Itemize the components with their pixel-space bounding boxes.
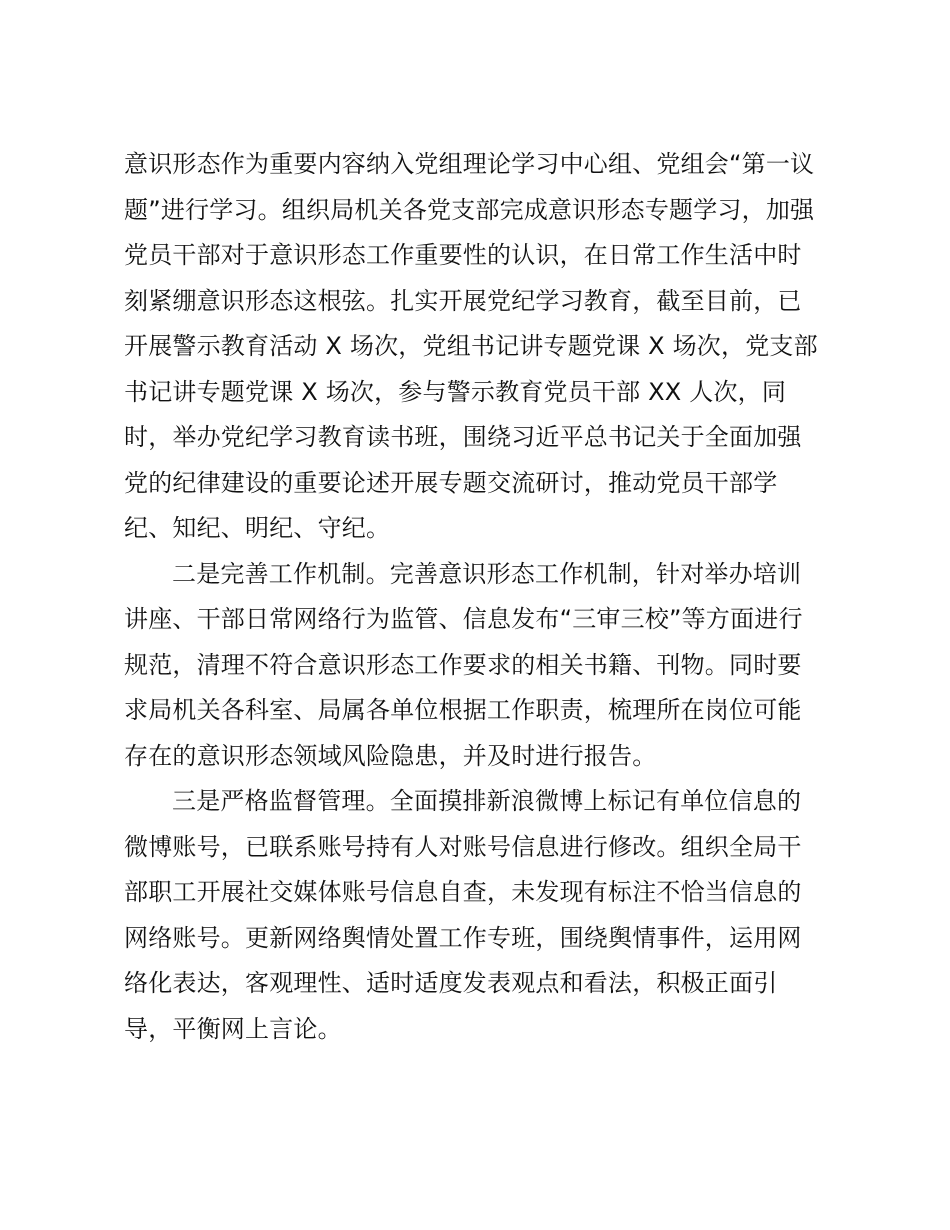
text-line: 络化表达，客观理性、适时适度发表观点和看法，积极正面引 xyxy=(124,969,778,997)
text-line: 网络账号。更新网络舆情处置工作专班，围绕舆情事件，运用网 xyxy=(124,923,802,952)
text-line: 导，平衡网上言论。 xyxy=(124,1014,342,1043)
text-line: 党员干部对于意识形态工作重要性的认识，在日常工作生活中时 xyxy=(124,241,802,269)
text-line: 书记讲专题党课 X 场次，参与警示教育党员干部 XX 人次，同 xyxy=(124,377,787,406)
text-line: 讲座、干部日常网络行为监管、信息发布“三审三校”等方面进行 xyxy=(124,605,803,633)
text-line: 规范，清理不符合意识形态工作要求的相关书籍、刊物。同时要 xyxy=(124,650,802,679)
text-line: 意识形态作为重要内容纳入党组理论学习中心组、党组会“第一议 xyxy=(124,150,815,178)
paragraph-start-line: 三是严格监督管理。全面摸排新浪微博上标记有单位信息的 xyxy=(172,787,802,815)
paragraph-start-line: 二是完善工作机制。完善意识形态工作机制，针对举办培训 xyxy=(172,559,802,588)
body-text xyxy=(124,142,844,1052)
text-line: 部职工开展社交媒体账号信息自查，未发现有标注不恰当信息的 xyxy=(124,878,802,906)
text-line: 刻紧绷意识形态这根弦。扎实开展党纪学习教育，截至目前，已 xyxy=(124,286,802,315)
text-line: 存在的意识形态领域风险隐患，并及时进行报告。 xyxy=(124,741,657,770)
text-line: 题”进行学习。组织局机关各党支部完成意识形态专题学习，加强 xyxy=(124,195,815,224)
text-line: 时，举办党纪学习教育读书班，围绕习近平总书记关于全面加强 xyxy=(124,423,802,451)
text-line: 纪、知纪、明纪、守纪。 xyxy=(124,514,391,542)
text-line: 微博账号，已联系账号持有人对账号信息进行修改。组织全局干 xyxy=(124,832,802,861)
text-line: 开展警示教育活动 X 场次，党组书记讲专题党课 X 场次，党支部 xyxy=(124,332,818,360)
text-line: 党的纪律建设的重要论述开展专题交流研讨，推动党员干部学 xyxy=(124,468,778,497)
text-line: 求局机关各科室、局属各单位根据工作职责，梳理所在岗位可能 xyxy=(124,696,802,724)
